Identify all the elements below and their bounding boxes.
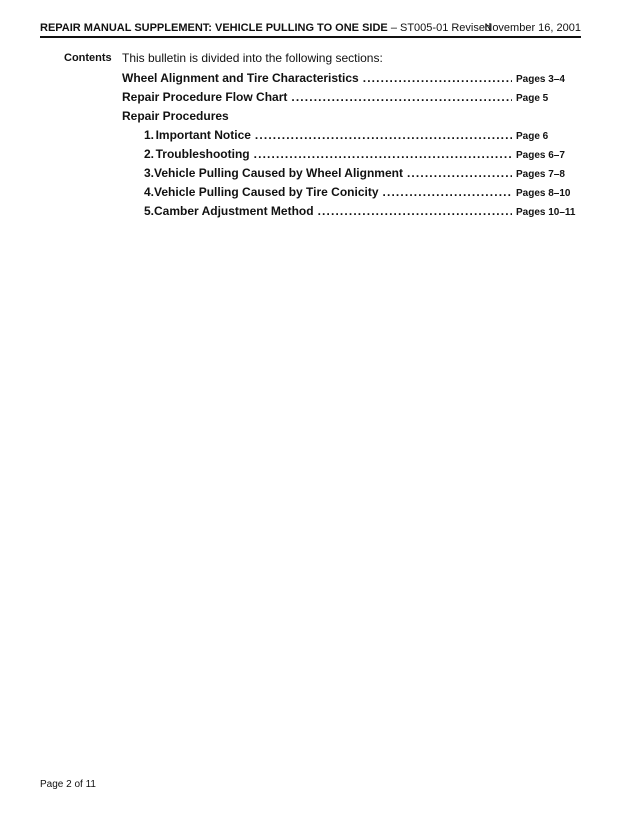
document-id: ST005-01 Revised <box>400 22 492 34</box>
toc-entry-title: Important Notice <box>155 128 251 142</box>
dot-leader <box>318 202 512 221</box>
toc-entry-title: Vehicle Pulling Caused by Wheel Alignment <box>154 166 403 180</box>
toc-entry-number: 1. <box>144 128 155 142</box>
toc-entry-pages: Page 6 <box>516 131 549 142</box>
toc-entry-title: Camber Adjustment Method <box>154 204 314 218</box>
page-header <box>40 20 581 36</box>
document-date: November 16, 2001 <box>484 22 581 34</box>
title-separator: – <box>387 22 400 34</box>
dot-leader <box>407 164 512 183</box>
toc-entry-title: Vehicle Pulling Caused by Tire Conicity <box>154 185 379 199</box>
toc-entry-pages: Pages 7–8 <box>516 169 565 180</box>
page-number: Page 2 of 11 <box>40 779 96 790</box>
toc-procedure-entry[interactable] <box>122 145 582 164</box>
toc-entry-number: 3. <box>144 166 155 180</box>
toc-entry-pages: Pages 10–11 <box>516 207 576 218</box>
toc-entry-number: 2. <box>144 147 155 161</box>
toc-entry-pages: Page 5 <box>516 93 549 104</box>
toc-entry[interactable] <box>122 69 582 88</box>
dot-leader <box>383 183 512 202</box>
toc-entry-number: 4. <box>144 185 155 199</box>
dot-leader <box>291 88 512 107</box>
table-of-contents <box>122 69 582 221</box>
toc-entry-number: 5. <box>144 204 155 218</box>
contents-intro: This bulletin is divided into the following sections: <box>122 51 383 65</box>
toc-procedure-entry[interactable] <box>122 126 582 145</box>
toc-entry-title: Wheel Alignment and Tire Characteristics <box>122 71 359 85</box>
toc-entry-pages: Pages 8–10 <box>516 188 571 199</box>
contents-label: Contents <box>64 52 112 64</box>
dot-leader <box>255 126 512 145</box>
toc-entry-title: Repair Procedure Flow Chart <box>122 90 288 104</box>
document-title: REPAIR MANUAL SUPPLEMENT: VEHICLE PULLING TO ONE SIDE <box>40 22 388 34</box>
toc-procedure-entry[interactable] <box>122 202 582 221</box>
toc-entry-pages: Pages 3–4 <box>516 74 565 85</box>
toc-entry-pages: Pages 6–7 <box>516 150 565 161</box>
toc-section-heading <box>122 107 582 126</box>
toc-section-heading-text: Repair Procedures <box>122 109 229 123</box>
dot-leader <box>254 145 512 164</box>
header-rule <box>40 36 581 38</box>
toc-procedure-entry[interactable] <box>122 164 582 183</box>
dot-leader <box>363 69 512 88</box>
toc-entry[interactable] <box>122 88 582 107</box>
toc-procedure-entry[interactable] <box>122 183 582 202</box>
toc-entry-title: Troubleshooting <box>155 147 250 161</box>
